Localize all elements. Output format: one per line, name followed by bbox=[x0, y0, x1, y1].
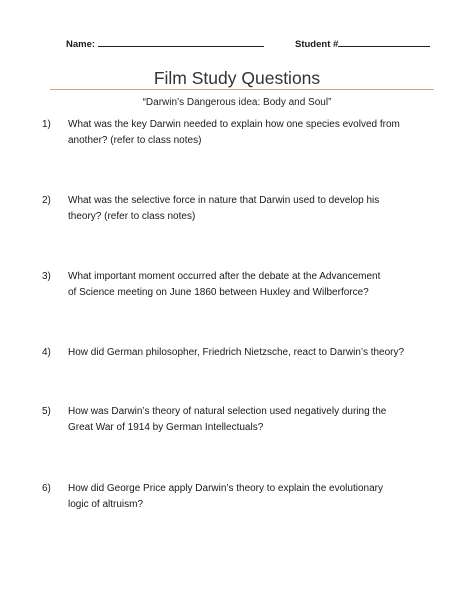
question-number: 3) bbox=[42, 271, 51, 282]
name-field bbox=[66, 37, 264, 50]
question-3 bbox=[42, 269, 438, 301]
question-number: 2) bbox=[42, 195, 51, 206]
question-text-line: How did George Price apply Darwin’s theory to explain the evolutionary bbox=[68, 483, 383, 494]
question-text-line: How was Darwin’s theory of natural selection used negatively during the bbox=[68, 406, 387, 417]
question-2 bbox=[42, 193, 438, 225]
question-1 bbox=[42, 117, 438, 149]
question-number: 6) bbox=[42, 483, 51, 494]
question-text-line: theory? (refer to class notes) bbox=[68, 211, 196, 222]
question-number: 5) bbox=[42, 406, 51, 417]
question-6 bbox=[42, 481, 438, 513]
title-divider bbox=[50, 89, 434, 90]
film-subtitle: “Darwin’s Dangerous idea: Body and Soul” bbox=[142, 97, 332, 108]
question-text-line: Great War of 1914 by German Intellectuals? bbox=[68, 422, 264, 433]
student-number-blank-line[interactable] bbox=[338, 37, 430, 47]
question-5 bbox=[42, 404, 438, 436]
question-text-line: of Science meeting on June 1860 between Huxley and Wilberforce? bbox=[68, 287, 369, 298]
student-number-label: Student # bbox=[295, 39, 339, 50]
question-text-line: What was the selective force in nature that Darwin used to develop his bbox=[68, 195, 380, 206]
question-text-line: another? (refer to class notes) bbox=[68, 135, 202, 146]
question-text-line: logic of altruism? bbox=[68, 499, 144, 510]
page-title: Film Study Questions bbox=[153, 68, 321, 88]
question-text-line: How did German philosopher, Friedrich Nietzsche, react to Darwin’s theory? bbox=[68, 347, 405, 358]
question-text-line: What was the key Darwin needed to explain how one species evolved from bbox=[68, 119, 400, 130]
question-text-line: What important moment occurred after the debate at the Advancement bbox=[68, 271, 381, 282]
question-number: 4) bbox=[42, 347, 51, 358]
name-blank-line[interactable] bbox=[98, 37, 264, 47]
name-label: Name: bbox=[66, 39, 96, 50]
question-number: 1) bbox=[42, 119, 51, 130]
question-4 bbox=[42, 345, 438, 361]
student-number-field bbox=[295, 37, 430, 50]
